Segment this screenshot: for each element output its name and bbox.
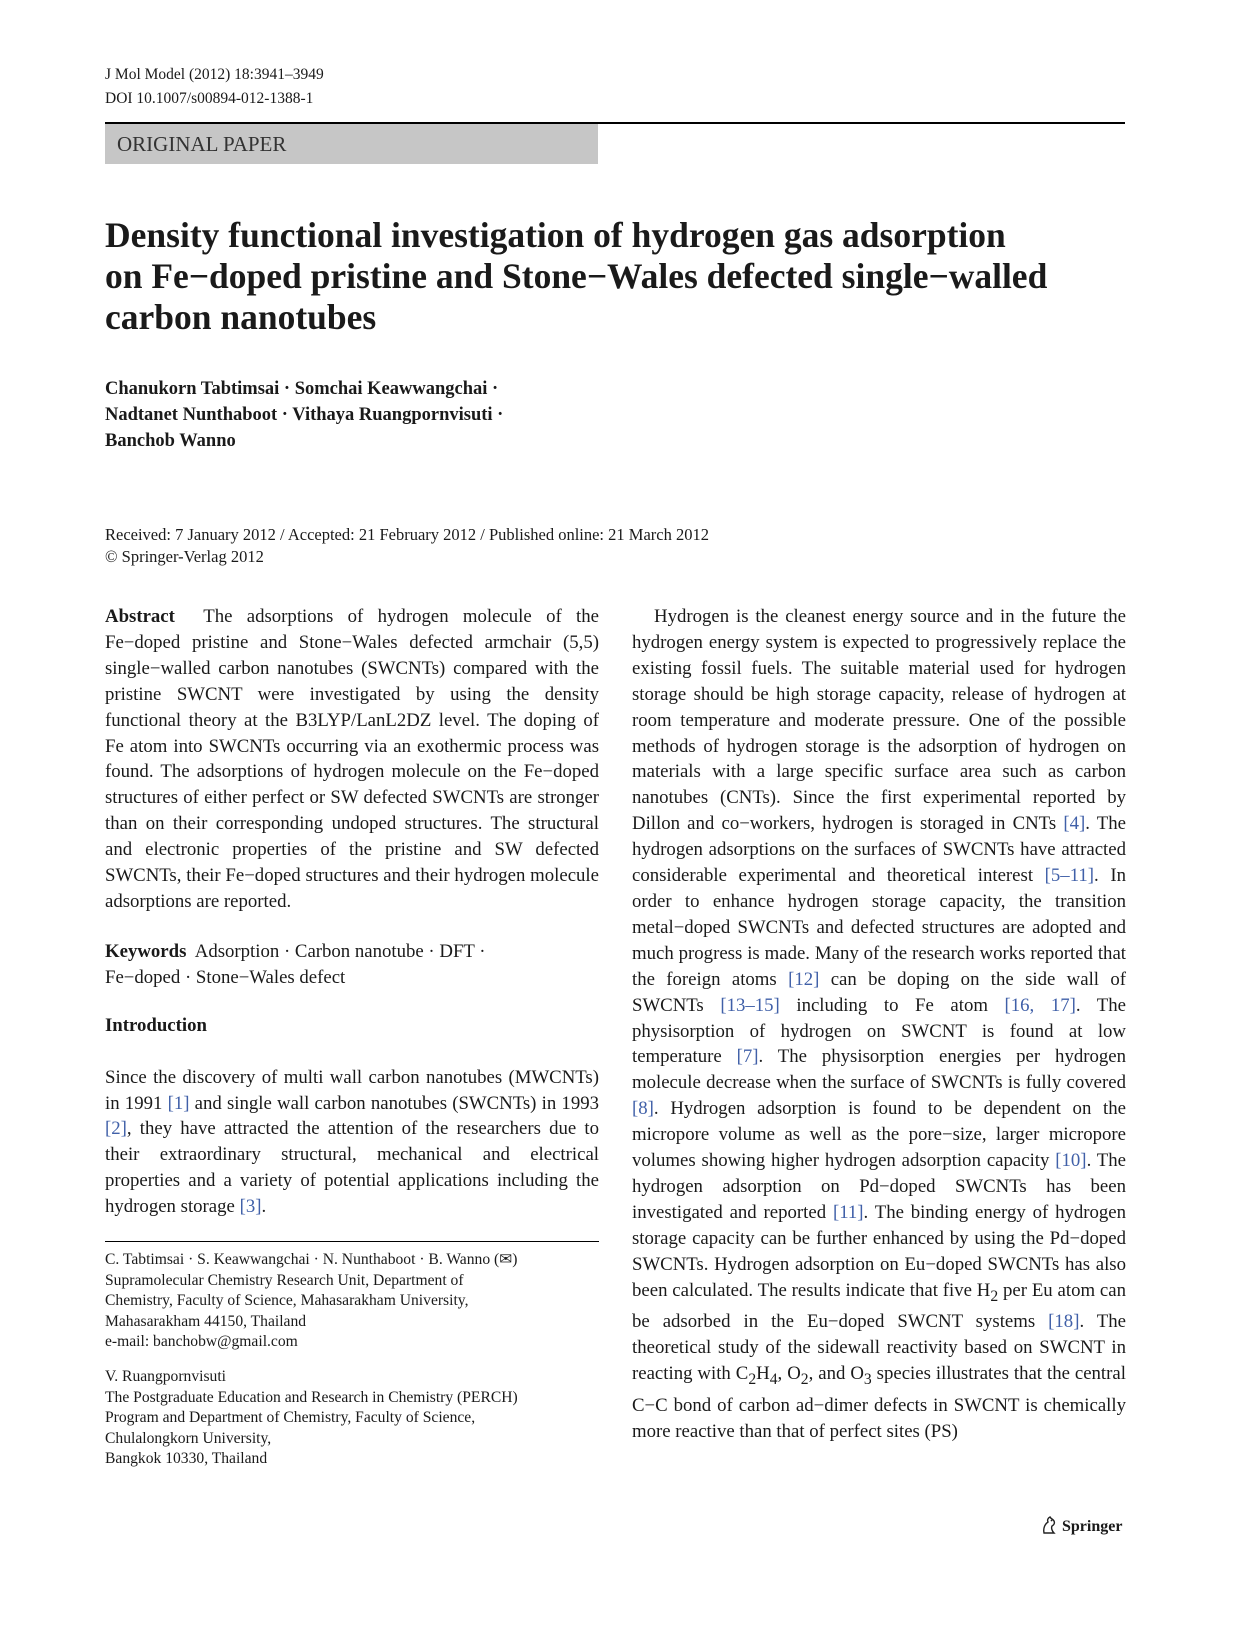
affiliation-line: The Postgraduate Education and Research in Chemistry (PERCH): [105, 1388, 518, 1406]
affiliation-rule: [105, 1241, 599, 1242]
intro-text: and single wall carbon nanotubes (SWCNTs) in 1993: [189, 1092, 599, 1114]
citation-link[interactable]: [8]: [632, 1098, 654, 1120]
article-type-label: ORIGINAL PAPER: [117, 132, 287, 156]
body-text: . The hydrogen adsorptions on the surfaces of SWCNTs have attracted considerable experimental and theoretical interest: [632, 813, 1126, 887]
body-text: can be doping on the side wall of SWCNTs: [632, 968, 1126, 1016]
citation-link[interactable]: [1]: [167, 1092, 190, 1114]
abstract: [105, 604, 599, 915]
affiliation-line: Chulalongkorn University,: [105, 1429, 272, 1447]
citation-link[interactable]: [16, 17]: [1004, 994, 1076, 1016]
affiliation-2: [105, 1367, 599, 1470]
body-text: . The theoretical study of the sidewall reactivity based on SWCNT in reacting with C: [632, 1311, 1126, 1385]
left-column: [105, 604, 599, 1220]
affiliation-line: Bangkok 10330, Thailand: [105, 1450, 268, 1468]
publication-dates: Received: 7 January 2012 / Accepted: 21 February 2012 / Published online: 21 March 2012: [105, 525, 709, 544]
citation-link[interactable]: [13–15]: [720, 994, 780, 1016]
abstract-label: Abstract: [105, 606, 175, 627]
subscript: 2: [800, 1370, 809, 1388]
body-text: . In order to enhance hydrogen storage capacity, the transition metal−doped SWCNTs and defected structures are adopted and much progress is made. Many of the research works reported that the foreign atoms: [632, 865, 1126, 990]
affiliation-line: Supramolecular Chemistry Research Unit, Department of: [105, 1271, 464, 1289]
publisher-name: Springer: [1062, 1518, 1123, 1535]
subscript: 3: [863, 1370, 872, 1388]
citation-link[interactable]: [4]: [1063, 813, 1086, 835]
body-text: Hydrogen is the cleanest energy source and in the future the hydrogen energy system is expected to progressively replace the existing fossil fuels. The suitable material used for hydrogen storage should be high storage capacity, release of hydrogen at room temperature and moderate pressure. One of the possible methods of hydrogen storage is the adsorption of hydrogen on materials with a large specific surface area such as carbon nanotubes (CNTs). Since the first experimental reported by Dillon and co−workers, hydrogen is storaged in CNTs: [632, 606, 1126, 835]
affiliation-line: Program and Department of Chemistry, Faculty of Science,: [105, 1409, 476, 1427]
intro-text: Since the discovery of multi wall carbon nanotubes (MWCNTs) in 1991: [105, 1066, 599, 1114]
body-text: , O: [777, 1363, 801, 1385]
abstract-text: The adsorptions of hydrogen molecule of the Fe−doped pristine and Stone−Wales defected armchair (5,5) single−walled carbon nanotubes (SWCNTs) compared with the pristine SWCNT were investigated by using the density functional theory at the B3LYP/LanL2DZ level. The doping of Fe atom into SWCNTs occurring via an exothermic process was found. The adsorptions of hydrogen molecule on the Fe−doped structures of either perfect or SW defected SWCNTs are stronger than on their corresponding undoped structures. The structural and electronic properties of the pristine and SW defected SWCNTs, their Fe−doped structures and their hydrogen molecule adsorptions are reported.: [105, 606, 599, 912]
author-list: [105, 376, 805, 454]
citation-link[interactable]: [7]: [736, 1046, 759, 1068]
keywords-line-2: Fe−doped · Stone−Wales defect: [105, 966, 346, 988]
affiliation-2-name: V. Ruangpornvisuti: [105, 1367, 227, 1385]
body-text: . The physisorption of hydrogen on SWCNT is found at low temperature: [632, 994, 1126, 1068]
copyright-notice: © Springer-Verlag 2012: [105, 547, 264, 566]
introduction-heading: Introduction: [105, 1014, 207, 1036]
keywords: [105, 939, 599, 991]
citation-link[interactable]: [3]: [239, 1196, 262, 1218]
affiliation-line: Chemistry, Faculty of Science, Mahasarakham University,: [105, 1292, 469, 1310]
paper-title: [105, 215, 1105, 338]
citation-link[interactable]: [11]: [832, 1201, 864, 1223]
intro-text: , they have attracted the attention of the researchers due to their extraordinary structural, mechanical and electrical properties and a variety of potential applications including the hydrogen storage: [105, 1118, 599, 1218]
body-text: . Hydrogen adsorption is found to be dependent on the micropore volume as well as the pore−size, larger micropore volumes showing higher hydrogen adsorption capacity: [632, 1098, 1126, 1172]
author-line-2: Nadtanet Nunthaboot · Vithaya Ruangpornvisuti ·: [105, 405, 504, 425]
body-text: including to Fe atom: [779, 994, 1005, 1016]
subscript: 2: [748, 1370, 757, 1388]
body-text: H: [756, 1363, 770, 1385]
doi: DOI 10.1007/s00894-012-1388-1: [105, 90, 314, 107]
introduction-paragraph: [105, 1065, 599, 1220]
body-text: species illustrates that the central C−C bond of carbon ad−dimer defects in SWCNT is chemically more reactive than that of perfect sites (PS): [632, 1363, 1126, 1442]
citation-link[interactable]: [18]: [1048, 1311, 1080, 1333]
citation-link[interactable]: [5–11]: [1044, 865, 1095, 887]
author-line-3: Banchob Wanno: [105, 431, 236, 451]
corresponding-email[interactable]: e-mail: banchobw@gmail.com: [105, 1333, 298, 1351]
affiliation-1: [105, 1250, 599, 1353]
author-line-1: Chanukorn Tabtimsai · Somchai Keawwangchai ·: [105, 379, 499, 399]
citation-link[interactable]: [12]: [788, 968, 820, 990]
affiliation-1-names: C. Tabtimsai · S. Keawwangchai · N. Nunthaboot · B. Wanno (✉): [105, 1251, 518, 1268]
subscript: 2: [990, 1287, 999, 1305]
springer-horse-icon: [1040, 1515, 1058, 1535]
title-line-3: carbon nanotubes: [105, 297, 377, 337]
title-line-2: on Fe−doped pristine and Stone−Wales defected single−walled: [105, 256, 1048, 296]
publisher-logo: [1040, 1515, 1122, 1537]
keywords-label: Keywords: [105, 940, 187, 962]
subscript: 4: [769, 1370, 778, 1388]
body-text: . The hydrogen adsorption on Pd−doped SWCNTs has been investigated and reported: [632, 1150, 1126, 1223]
body-text: per Eu atom can be adsorbed in the Eu−doped SWCNT systems: [632, 1279, 1126, 1333]
body-text: , and O: [808, 1363, 864, 1385]
citation-link[interactable]: [2]: [105, 1118, 127, 1140]
affiliation-line: Mahasarakham 44150, Thailand: [105, 1312, 307, 1330]
journal-citation: J Mol Model (2012) 18:3941–3949: [105, 66, 324, 83]
keywords-line-1: Adsorption · Carbon nanotube · DFT ·: [194, 940, 486, 962]
title-line-1: Density functional investigation of hydrogen gas adsorption: [105, 215, 1006, 255]
right-column: [632, 604, 1126, 1445]
body-text: . The binding energy of hydrogen storage capacity can be further enhanced by using the Pd−doped SWCNTs. Hydrogen adsorption on Eu−doped SWCNTs has also been calculated. The results indicate that five H: [632, 1201, 1126, 1301]
body-text: . The physisorption energies per hydrogen molecule decrease when the surface of SWCNTs is fully covered: [632, 1046, 1126, 1094]
body-paragraph: [632, 604, 1126, 1445]
intro-text: .: [261, 1196, 267, 1218]
affiliations: [105, 1250, 599, 1484]
citation-link[interactable]: [10]: [1055, 1150, 1087, 1172]
